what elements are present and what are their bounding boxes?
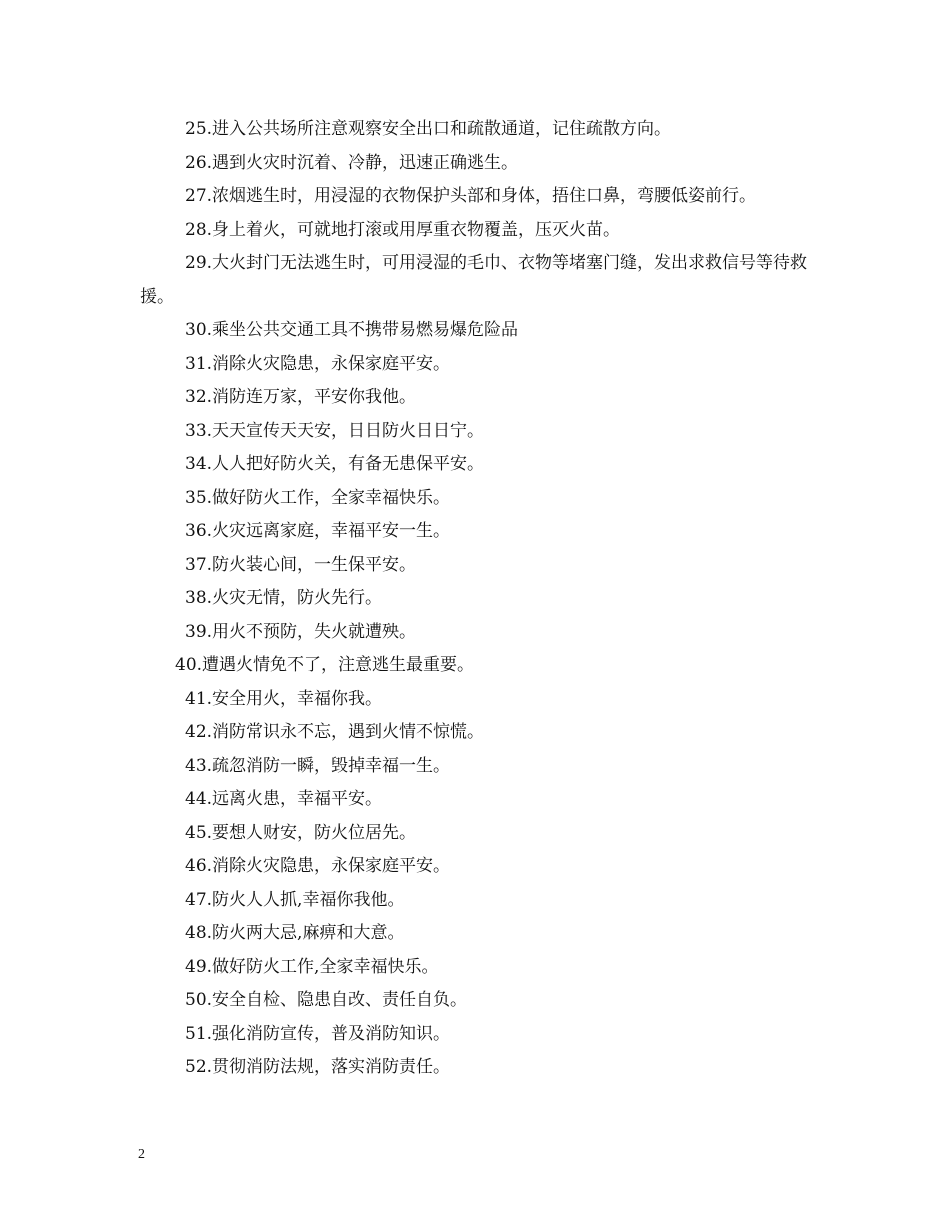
list-item: 41.安全用火，幸福你我。	[185, 688, 383, 709]
list-item: 49.做好防火工作,全家幸福快乐。	[185, 956, 439, 977]
list-item: 36.火灾远离家庭，幸福平安一生。	[185, 521, 451, 541]
list-item: 52.贯彻消防法规，落实消防责任。	[185, 1057, 451, 1077]
list-item: 26.遇到火灾时沉着、冷静，迅速正确逃生。	[185, 152, 519, 173]
list-item: 51.强化消防宣传，普及消防知识。	[185, 1023, 451, 1044]
list-item: 43.疏忽消防一瞬，毁掉幸福一生。	[185, 755, 451, 776]
list-item: 45.要想人财安，防火位居先。	[185, 822, 417, 843]
list-item: 38.火灾无情，防火先行。	[185, 588, 383, 608]
list-item: 47.防火人人抓,幸福你我他。	[185, 889, 405, 910]
list-item: 28.身上着火，可就地打滚或用厚重衣物覆盖，压灭火苗。	[185, 219, 621, 240]
list-item: 42.消防常识永不忘，遇到火情不惊慌。	[185, 722, 485, 742]
list-item: 34.人人把好防火关，有备无患保平安。	[185, 454, 485, 474]
page-number: 2	[138, 1147, 145, 1162]
list-item: 35.做好防火工作，全家幸福快乐。	[185, 487, 451, 508]
list-item: 32.消防连万家，平安你我他。	[185, 387, 417, 407]
list-item: 44.远离火患，幸福平安。	[185, 789, 383, 809]
list-item: 33.天天宣传天天安，日日防火日日宁。	[185, 420, 485, 441]
list-item: 25.进入公共场所注意观察安全出口和疏散通道，记住疏散方向。	[185, 119, 672, 139]
slogan-list	[140, 113, 820, 1085]
list-item: 29.大火封门无法逃生时，可用浸湿的毛巾、衣物等堵塞门缝，发出求救信号等待救援。	[140, 253, 808, 307]
list-item: 31.消除火灾隐患，永保家庭平安。	[185, 353, 451, 374]
list-item: 46.消除火灾隐患，永保家庭平安。	[185, 856, 451, 876]
list-item: 30.乘坐公共交通工具不携带易燃易爆危险品	[185, 320, 519, 340]
list-item: 39.用火不预防，失火就遭殃。	[185, 621, 417, 642]
list-item: 48.防火两大忌,麻痹和大意。	[185, 923, 405, 943]
list-item: 40.遭遇火情免不了，注意逃生最重要。	[175, 655, 475, 675]
list-item: 27.浓烟逃生时，用浸湿的衣物保护头部和身体，捂住口鼻，弯腰低姿前行。	[185, 186, 757, 206]
list-item: 37.防火装心间，一生保平安。	[185, 554, 417, 575]
list-item: 50.安全自检、隐患自改、责任自负。	[185, 990, 468, 1010]
